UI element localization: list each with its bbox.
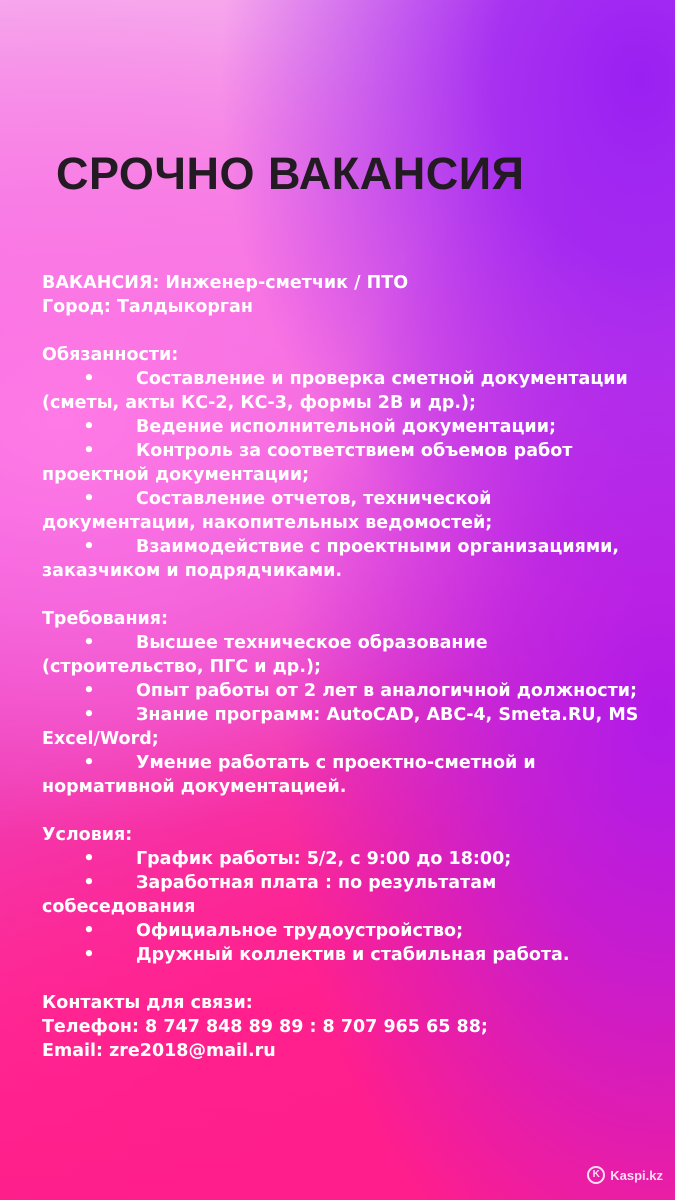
bullet-icon: • <box>83 873 95 893</box>
vacancy-body <box>42 271 652 1063</box>
vacancy-title: ВАКАНСИЯ: Инженер-сметчик / ПТО <box>42 273 409 293</box>
conditions-item-text: График работы: 5/2, с 9:00 до 18:00; <box>136 849 512 869</box>
requirements-item-text: Умение работать с проектно-сметной и <box>136 753 536 773</box>
conditions-item <box>42 871 652 895</box>
bullet-icon: • <box>83 369 95 389</box>
duties-item <box>42 439 652 463</box>
spacer <box>42 967 652 991</box>
duties-item <box>42 535 652 559</box>
spacer <box>42 583 652 607</box>
bullet-icon: • <box>83 753 95 773</box>
kaspi-watermark <box>587 1166 663 1184</box>
requirements-item-text: Высшее техническое образование <box>136 633 488 653</box>
bullet-icon: • <box>83 633 95 653</box>
watermark-text: Kaspi.kz <box>610 1167 663 1183</box>
duties-item-cont: (сметы, акты КС-2, КС-3, формы 2В и др.); <box>42 393 477 413</box>
duties-heading: Обязанности: <box>42 345 179 365</box>
kaspi-logo-icon: K <box>587 1166 605 1184</box>
duties-item-cont: проектной документации; <box>42 465 310 485</box>
bullet-icon: • <box>83 705 95 725</box>
bullet-icon: • <box>83 681 95 701</box>
requirements-item-text: Опыт работы от 2 лет в аналогичной должности; <box>136 681 637 701</box>
conditions-item <box>42 943 652 967</box>
bullet-icon: • <box>83 417 95 437</box>
spacer <box>42 319 652 343</box>
contacts-heading: Контакты для связи: <box>42 993 253 1013</box>
requirements-item-cont: (строительство, ПГС и др.); <box>42 657 321 677</box>
requirements-item-text: Знание программ: AutoCAD, АВС-4, Smeta.RU, MS <box>136 705 639 725</box>
bullet-icon: • <box>83 489 95 509</box>
conditions-item-text: Дружный коллектив и стабильная работа. <box>136 945 570 965</box>
duties-item-cont: документации, накопительных ведомостей; <box>42 513 493 533</box>
bullet-icon: • <box>83 537 95 557</box>
headline: СРОЧНО ВАКАНСИЯ <box>56 148 525 199</box>
conditions-item <box>42 919 652 943</box>
duties-item-text: Взаимодействие с проектными организациями, <box>136 537 620 557</box>
requirements-item-cont: Excel/Word; <box>42 729 159 749</box>
bullet-icon: • <box>83 945 95 965</box>
conditions-heading: Условия: <box>42 825 133 845</box>
duties-item <box>42 487 652 511</box>
duties-item-text: Составление отчетов, технической <box>136 489 492 509</box>
requirements-item <box>42 679 652 703</box>
duties-item <box>42 367 652 391</box>
conditions-item-text: Официальное трудоустройство; <box>136 921 464 941</box>
conditions-item-text: Заработная плата : по результатам <box>136 873 497 893</box>
conditions-item <box>42 847 652 871</box>
requirements-item <box>42 631 652 655</box>
requirements-heading: Требования: <box>42 609 169 629</box>
contact-email[interactable]: Email: zre2018@mail.ru <box>42 1041 276 1061</box>
duties-item-cont: заказчиком и подрядчиками. <box>42 561 343 581</box>
bullet-icon: • <box>83 441 95 461</box>
duties-item-text: Ведение исполнительной документации; <box>136 417 556 437</box>
conditions-item-cont: собеседования <box>42 897 196 917</box>
duties-item-text: Составление и проверка сметной документации <box>136 369 628 389</box>
bullet-icon: • <box>83 849 95 869</box>
requirements-item <box>42 751 652 775</box>
vacancy-city: Город: Талдыкорган <box>42 297 253 317</box>
requirements-item-cont: нормативной документацией. <box>42 777 347 797</box>
duties-item-text: Контроль за соответствием объемов работ <box>136 441 573 461</box>
spacer <box>42 799 652 823</box>
contact-phone[interactable]: Телефон: 8 747 848 89 89 : 8 707 965 65 88; <box>42 1017 488 1037</box>
bullet-icon: • <box>83 921 95 941</box>
duties-item <box>42 415 652 439</box>
requirements-item <box>42 703 652 727</box>
